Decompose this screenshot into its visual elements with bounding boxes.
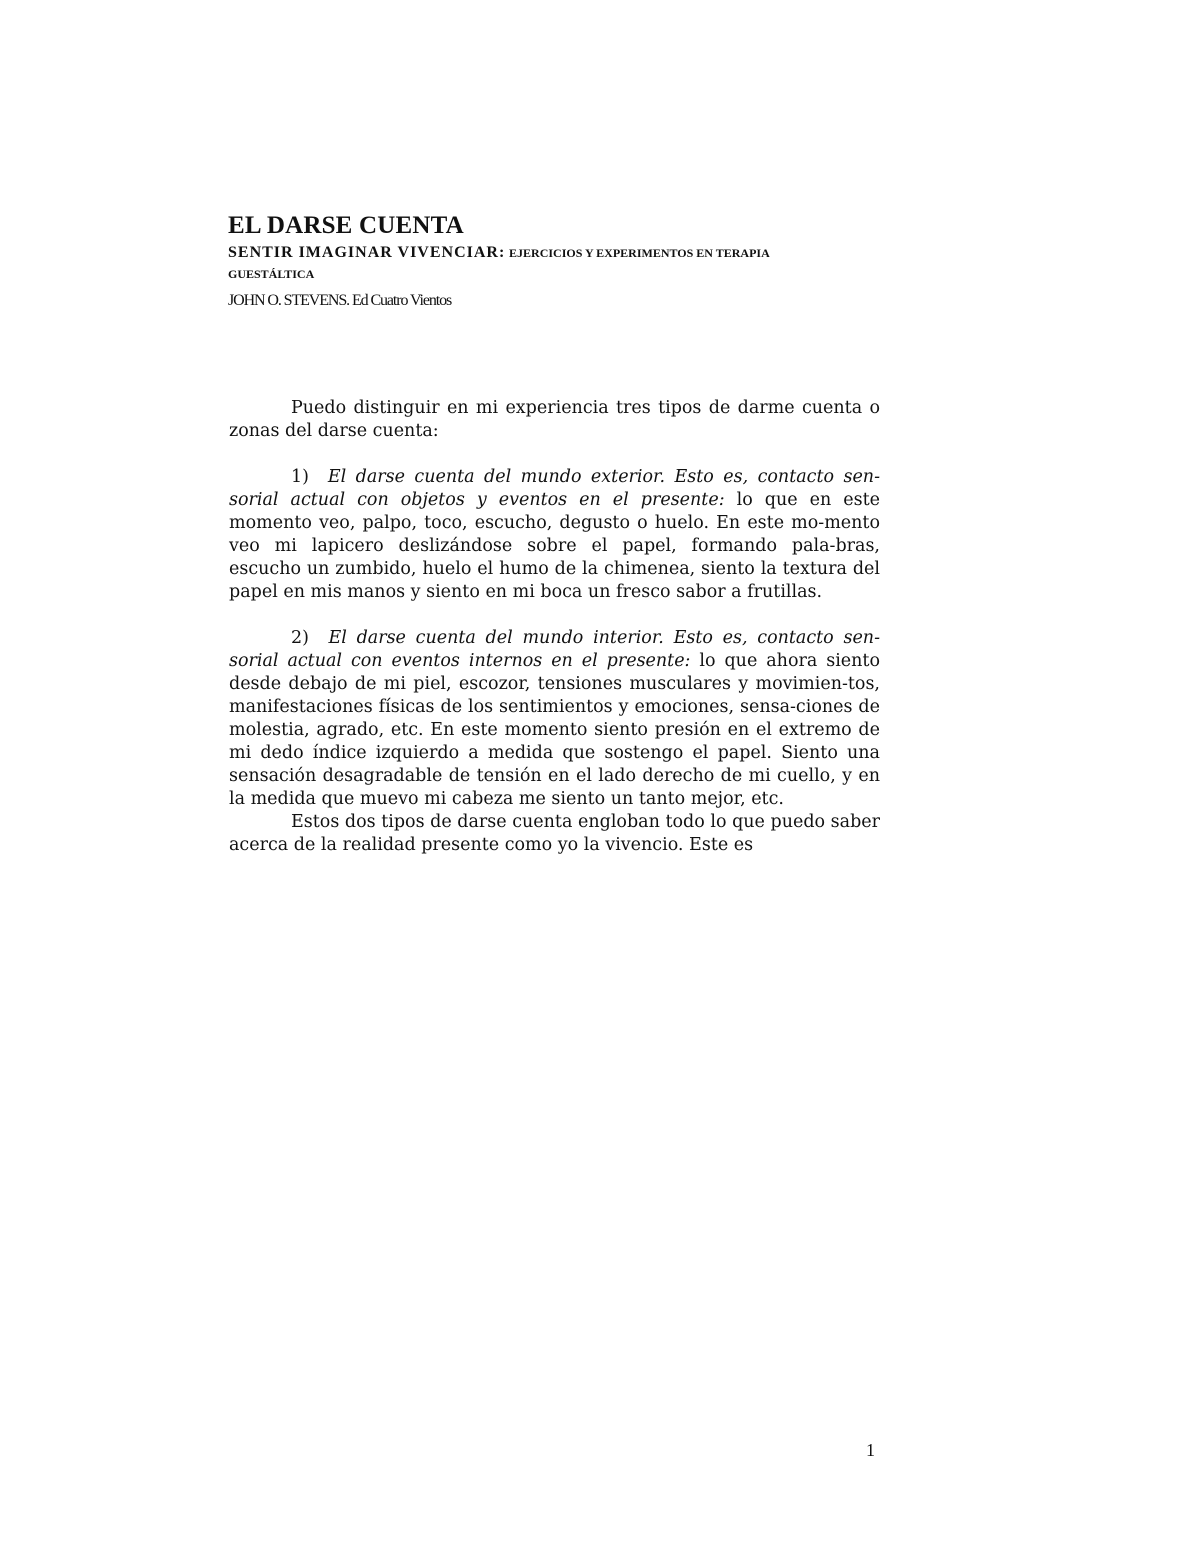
document-author: JOHN O. STEVENS. Ed Cuatro Vientos bbox=[228, 292, 452, 309]
paragraph-text: lo que ahora siento desde debajo de mi piel, escozor, tensiones musculares y movimien-tos, manifestaciones físicas de los sentimientos y emociones, sensa-ciones de molestia, agrado, etc. En este momento siento presión en el extremo de mi dedo índice izquierdo a medida que sostengo el papel. Siento una sensación desagradable de tensión en el lado derecho de mi cuello, y en la medida que muevo mi cabeza me siento un tanto mejor, etc. bbox=[229, 651, 880, 809]
document-subtitle bbox=[228, 242, 868, 285]
document-title: EL DARSE CUENTA bbox=[228, 212, 464, 239]
paragraph-text: Estos dos tipos de darse cuenta engloban todo lo que puedo saber acerca de la realidad presente como yo la vivencio. Este es bbox=[229, 812, 880, 855]
paragraph-interior bbox=[229, 627, 880, 811]
paragraph-italic-lead: El darse cuenta del mundo exterior. Esto es, contacto sen-sorial actual con objetos y eventos en el presente: bbox=[229, 467, 880, 510]
paragraph-summary bbox=[229, 811, 880, 857]
subtitle-part-1: SENTIR IMAGINAR VIVENCIAR: bbox=[228, 244, 506, 261]
paragraph-exterior bbox=[229, 466, 880, 604]
paragraph-number: 2) bbox=[291, 628, 309, 648]
paragraph-text: lo que en este momento veo, palpo, toco, escucho, degusto o huelo. En este mo-mento veo mi lapicero deslizándose sobre el papel, formando pala-bras, escucho un zumbido, huelo el humo de la chimenea, siento la textura del papel en mis manos y siento en mi boca un fresco sabor a frutillas. bbox=[229, 490, 880, 602]
paragraph-intro bbox=[229, 397, 880, 443]
paragraph-italic-lead: El darse cuenta del mundo interior. Esto es, contacto sen-sorial actual con eventos internos en el presente: bbox=[229, 628, 880, 671]
page-number: 1 bbox=[866, 1440, 875, 1460]
paragraph-text: Puedo distinguir en mi experiencia tres tipos de darme cuenta o zonas del darse cuenta: bbox=[229, 398, 880, 441]
subtitle-part-2: EJERCICIOS Y EXPERIMENTOS EN TERAPIA bbox=[509, 246, 770, 260]
document-body bbox=[229, 397, 880, 857]
paragraph-number: 1) bbox=[291, 467, 309, 487]
subtitle-line-2: GUESTÁLTICA bbox=[228, 267, 315, 281]
